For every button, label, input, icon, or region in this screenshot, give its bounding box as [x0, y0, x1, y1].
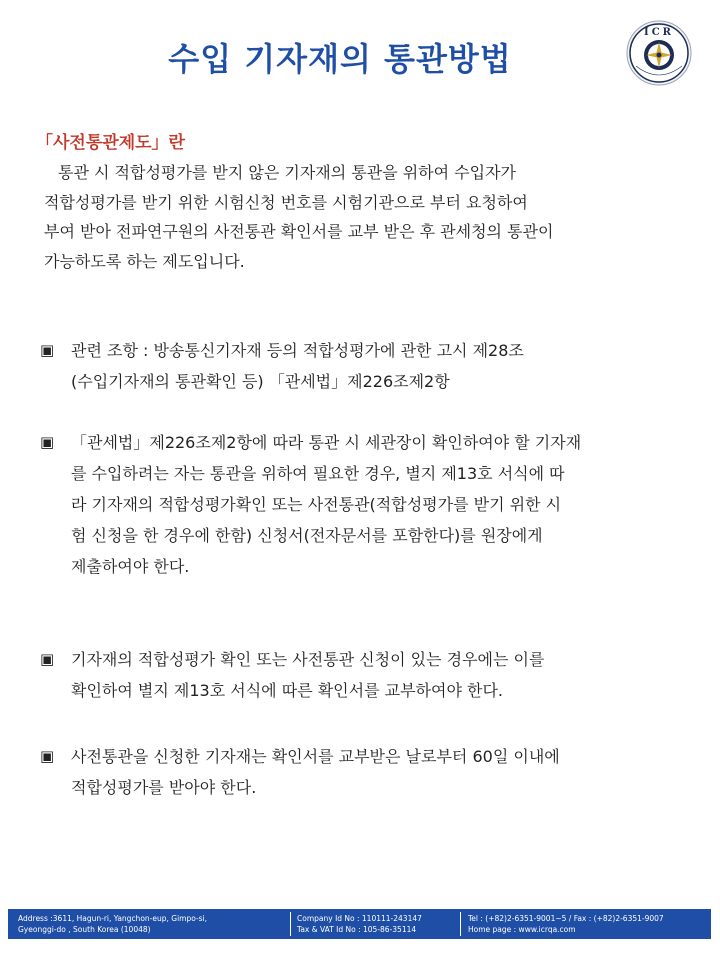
intro-paragraph: [44, 158, 684, 276]
bullet-line: 적합성평가를 받아야 한다.: [71, 778, 257, 797]
footer-homepage: Home page : www.icrqa.com: [468, 925, 576, 934]
bullet-line: 기자재의 적합성평가 확인 또는 사전통관 신청이 있는 경우에는 이를: [71, 650, 545, 669]
footer-bar: [8, 909, 711, 939]
bullet-line: 확인하여 별지 제13호 서식에 따른 확인서를 교부하여야 한다.: [71, 681, 503, 700]
footer-divider: [290, 912, 291, 936]
bullet-line: 제출하여야 한다.: [71, 557, 190, 576]
intro-line: 가능하도록 하는 제도입니다.: [44, 251, 245, 271]
bullet-line: 를 수입하려는 자는 통관을 위하여 필요한 경우, 별지 제13호 서식에 따: [71, 464, 565, 483]
footer-address-line: Address :3611, Hagun-ri, Yangchon-eup, Gimpo-si,: [18, 914, 208, 923]
section-heading: 「사전통관제도」란: [36, 133, 185, 153]
footer-tax-id: Tax & VAT Id No : 105-86-35114: [297, 925, 417, 934]
footer-company-id: Company Id No : 110111-243147: [297, 914, 422, 923]
footer-address-line: Gyeonggi-do , South Korea (10048): [18, 925, 151, 934]
icr-logo-icon: [626, 20, 692, 86]
square-bullet-icon: ▣: [40, 747, 55, 765]
bullet-item: [40, 644, 680, 706]
square-bullet-icon: ▣: [40, 433, 55, 451]
bullet-line: (수입기자재의 통관확인 등) 「관세법」제226조제2항: [71, 372, 450, 391]
page-title: 수입 기자재의 통관방법: [168, 40, 512, 78]
square-bullet-icon: ▣: [40, 650, 55, 668]
bullet-item: [40, 741, 680, 803]
footer-contact: [468, 913, 664, 935]
footer-tel-fax: Tel : (+82)2-6351-9001~5 / Fax : (+82)2-6351-9007: [468, 914, 664, 923]
footer-divider: [460, 912, 461, 936]
bullet-line: 험 신청을 한 경우에 한함) 신청서(전자문서를 포함한다)를 원장에게: [71, 526, 543, 545]
intro-line: 통관 시 적합성평가를 받지 않은 기자재의 통관을 위하여 수입자가: [58, 163, 517, 182]
bullet-line: 「관세법」제226조제2항에 따라 통관 시 세관장이 확인하여야 할 기자재: [71, 433, 582, 452]
intro-line: 부여 받아 전파연구원의 사전통관 확인서를 교부 받은 후 관세청의 통관이: [44, 222, 554, 241]
square-bullet-icon: ▣: [40, 341, 55, 359]
footer-address: [18, 913, 207, 935]
logo-text: ICR: [644, 27, 674, 38]
bullet-item: [40, 427, 680, 582]
bullet-line: 라 기자재의 적합성평가확인 또는 사전통관(적합성평가를 받기 위한 시: [71, 495, 562, 514]
intro-line: 적합성평가를 받기 위한 시험신청 번호를 시험기관으로 부터 요청하여: [44, 192, 528, 212]
footer-company: [297, 913, 422, 935]
bullet-line: 사전통관을 신청한 기자재는 확인서를 교부받은 날로부터 60일 이내에: [71, 747, 560, 766]
bullet-line: 관련 조항 : 방송통신기자재 등의 적합성평가에 관한 고시 제28조: [71, 341, 524, 360]
bullet-item: [40, 335, 680, 397]
